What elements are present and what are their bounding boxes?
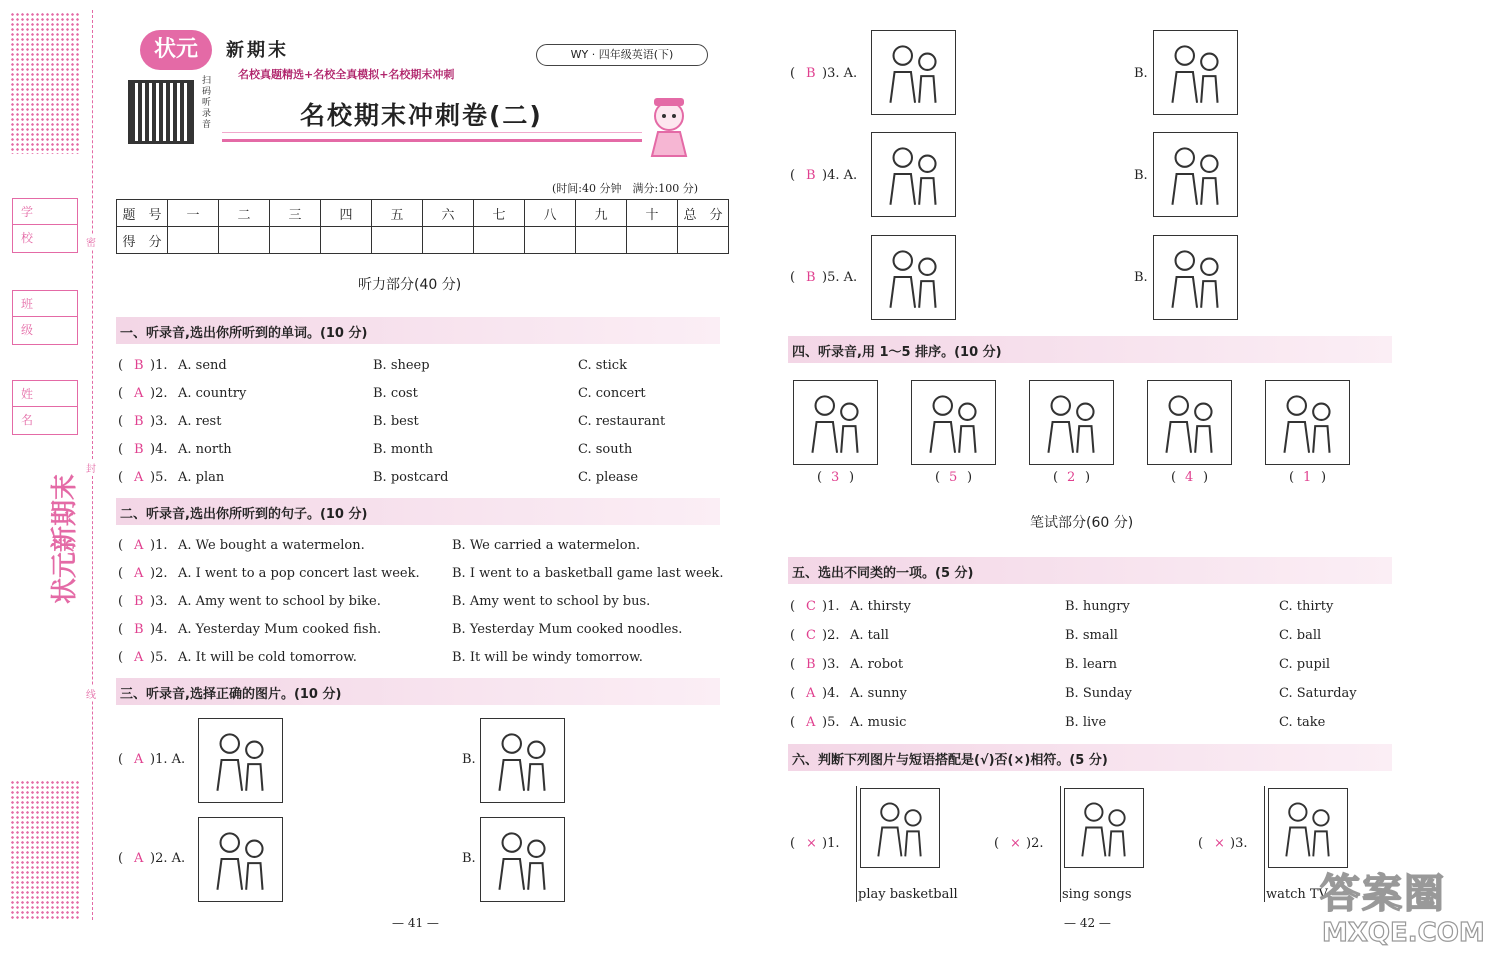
paren-close: ) [1321, 470, 1327, 485]
item-label: )2. A. [150, 851, 186, 866]
score-col: 七 [474, 200, 525, 227]
item-label: )5. A. [822, 270, 858, 285]
paren-open: ( [1289, 470, 1295, 485]
sequence-picture [1029, 380, 1114, 465]
watermark-logo: 答案圈 [1320, 871, 1446, 917]
option-b-label: B. [1134, 270, 1148, 285]
option-b: B. best [373, 414, 419, 429]
answer-mark: B [134, 622, 144, 637]
option-c: C. thirty [1279, 599, 1334, 614]
answer-mark: A [134, 752, 144, 767]
option-b: B. sheep [373, 358, 430, 373]
option-a-picture [871, 30, 956, 115]
item-label: )4. A. [822, 168, 858, 183]
phrase-caption: sing songs [1062, 887, 1132, 902]
option-a: A. Amy went to school by bike. [178, 594, 381, 609]
paren-open: ( [790, 66, 796, 81]
paren-open: ( [118, 594, 124, 609]
item-number: )2. [150, 386, 168, 401]
name-field[interactable] [12, 380, 78, 435]
bracket-line [1060, 786, 1061, 902]
option-c: C. take [1279, 715, 1326, 730]
score-col-label: 题 号 [117, 200, 168, 227]
listening-header: 听力部分(40 分) [358, 277, 462, 293]
paren-open: ( [118, 566, 124, 581]
option-a-picture [198, 718, 283, 803]
score-cell[interactable] [270, 227, 321, 254]
title-underline [222, 132, 642, 142]
series-title: 新期末 [226, 40, 289, 61]
sequence-picture [793, 380, 878, 465]
option-a: A. I went to a pop concert last week. [178, 566, 420, 581]
option-c: C. pupil [1279, 657, 1331, 672]
item-number: )4. [150, 442, 168, 457]
scan-note: 扫码听录音 [202, 76, 212, 130]
answer-mark: A [134, 386, 144, 401]
score-col: 五 [372, 200, 423, 227]
score-col: 一 [168, 200, 219, 227]
option-b-label: B. [462, 851, 476, 866]
paren-open: ( [935, 470, 941, 485]
section3-title: 三、听录音,选择正确的图片。(10 分) [116, 678, 720, 705]
score-table [116, 199, 729, 254]
paren-open: ( [118, 538, 124, 553]
item-number: )1. [822, 599, 840, 614]
phrase-caption: play basketball [858, 887, 958, 902]
answer-mark: C [806, 628, 816, 643]
paren-open: ( [118, 414, 124, 429]
item-number: )3. [150, 414, 168, 429]
answer-mark: × [806, 836, 817, 851]
bracket-line [1264, 786, 1265, 902]
score-col-total: 总 分 [678, 200, 729, 227]
sequence-picture [1147, 380, 1232, 465]
paren-open: ( [790, 168, 796, 183]
brand-badge: 状元 [140, 30, 212, 70]
score-cell[interactable] [372, 227, 423, 254]
paren-open: ( [994, 836, 1000, 851]
score-cell[interactable] [678, 227, 729, 254]
option-a: A. plan [178, 470, 225, 485]
option-c: C. ball [1279, 628, 1322, 643]
score-cell[interactable] [576, 227, 627, 254]
answer-mark: B [134, 414, 144, 429]
score-cell[interactable] [219, 227, 270, 254]
seal-mark-mid: 封 [86, 460, 96, 475]
option-b: B. It will be windy tomorrow. [452, 650, 643, 665]
item-number: )3. [150, 594, 168, 609]
answer-mark: B [806, 270, 816, 285]
score-cell[interactable] [525, 227, 576, 254]
order-answer: 1 [1303, 470, 1312, 485]
phrase-caption: watch TV [1266, 887, 1328, 902]
bracket-line [856, 786, 857, 902]
score-row-label: 得 分 [117, 227, 168, 254]
seal-mark-top: 密 [86, 234, 96, 249]
score-col: 六 [423, 200, 474, 227]
item-number: )2. [150, 566, 168, 581]
qr-code[interactable] [128, 80, 194, 144]
option-c: C. please [578, 470, 639, 485]
option-a: A. Yesterday Mum cooked fish. [178, 622, 382, 637]
answer-mark: A [806, 686, 816, 701]
section1-title: 一、听录音,选出你所听到的单词。(10 分) [116, 317, 720, 344]
option-a-picture [871, 235, 956, 320]
paren-open: ( [790, 599, 796, 614]
option-c: C. concert [578, 386, 646, 401]
score-cell[interactable] [474, 227, 525, 254]
sequence-picture [1265, 380, 1350, 465]
option-b: B. cost [373, 386, 418, 401]
answer-mark: B [806, 66, 816, 81]
paren-close: ) [1203, 470, 1209, 485]
item-number: )5. [150, 470, 168, 485]
answer-mark: A [134, 470, 144, 485]
option-a: A. It will be cold tomorrow. [178, 650, 357, 665]
match-picture [1268, 788, 1348, 868]
option-a: A. rest [178, 414, 222, 429]
item-number: )1. [822, 836, 840, 851]
order-answer: 4 [1185, 470, 1194, 485]
paren-open: ( [118, 622, 124, 637]
item-number: )4. [822, 686, 840, 701]
paren-close: ) [967, 470, 973, 485]
score-col: 十 [627, 200, 678, 227]
score-value-row [117, 227, 729, 254]
paren-open: ( [1053, 470, 1059, 485]
watermark-url: MXQE.COM [1322, 918, 1485, 948]
option-a-picture [198, 817, 283, 902]
option-b: B. I went to a basketball game last week. [452, 566, 724, 581]
section2-title: 二、听录音,选出你所听到的句子。(10 分) [116, 498, 720, 525]
match-picture [860, 788, 940, 868]
option-b-picture [1153, 235, 1238, 320]
answer-mark: × [1214, 836, 1225, 851]
item-number: )3. [822, 657, 840, 672]
answer-mark: A [134, 566, 144, 581]
score-cell[interactable] [627, 227, 678, 254]
option-a: A. thirsty [850, 599, 911, 614]
paren-open: ( [118, 752, 124, 767]
option-a: A. send [178, 358, 227, 373]
paren-open: ( [790, 270, 796, 285]
paren-open: ( [790, 657, 796, 672]
answer-mark: B [806, 657, 816, 672]
option-b: B. live [1065, 715, 1107, 730]
section4-title: 四、听录音,用 1～5 排序。(10 分) [788, 336, 1392, 363]
sequence-picture [911, 380, 996, 465]
option-b: B. Sunday [1065, 686, 1132, 701]
order-answer: 3 [831, 470, 840, 485]
item-label: )1. A. [150, 752, 186, 767]
score-col: 九 [576, 200, 627, 227]
score-header-row [117, 200, 729, 227]
paren-open: ( [1171, 470, 1177, 485]
option-b: B. hungry [1065, 599, 1130, 614]
match-picture [1064, 788, 1144, 868]
item-number: )2. [822, 628, 840, 643]
page-number-left: — 41 — [392, 916, 439, 930]
option-c: C. Saturday [1279, 686, 1357, 701]
vertical-brand: 状元新期末 [50, 473, 80, 604]
option-b-picture [480, 817, 565, 902]
option-a: A. robot [850, 657, 904, 672]
option-b-picture [1153, 30, 1238, 115]
paren-open: ( [790, 836, 796, 851]
option-b-label: B. [1134, 66, 1148, 81]
item-number: )5. [150, 650, 168, 665]
answer-mark: × [1010, 836, 1021, 851]
writing-header: 笔试部分(60 分) [1030, 515, 1134, 531]
score-col: 八 [525, 200, 576, 227]
answer-mark: B [806, 168, 816, 183]
exam-title: 名校期末冲刺卷(二) [300, 101, 543, 130]
option-b: B. postcard [373, 470, 449, 485]
seal-mark-bottom: 线 [86, 686, 96, 701]
option-a: A. music [850, 715, 907, 730]
paren-open: ( [118, 386, 124, 401]
margin-dots-top [10, 12, 80, 154]
order-answer: 5 [949, 470, 958, 485]
school-field[interactable] [12, 198, 78, 253]
mascot-icon [640, 94, 698, 158]
score-cell[interactable] [423, 227, 474, 254]
school-label: 学 校 [13, 199, 77, 225]
paren-open: ( [118, 442, 124, 457]
item-number: )5. [822, 715, 840, 730]
answer-mark: A [134, 851, 144, 866]
paren-open: ( [790, 686, 796, 701]
answer-mark: A [806, 715, 816, 730]
paren-open: ( [1198, 836, 1204, 851]
option-b-label: B. [1134, 168, 1148, 183]
option-b-picture [480, 718, 565, 803]
answer-mark: C [806, 599, 816, 614]
paren-open: ( [790, 715, 796, 730]
option-c: C. south [578, 442, 633, 457]
option-b: B. We carried a watermelon. [452, 538, 641, 553]
option-b: B. small [1065, 628, 1118, 643]
item-number: )2. [1026, 836, 1044, 851]
paren-close: ) [849, 470, 855, 485]
score-col: 三 [270, 200, 321, 227]
option-b-label: B. [462, 752, 476, 767]
margin-dots-bottom [10, 780, 80, 920]
class-field[interactable] [12, 290, 78, 345]
answer-mark: A [134, 650, 144, 665]
time-score: (时间:40 分钟 满分:100 分) [552, 182, 698, 195]
option-a-picture [871, 132, 956, 217]
answer-mark: A [134, 538, 144, 553]
option-a: A. country [178, 386, 247, 401]
page-number-right: — 42 — [1064, 916, 1111, 930]
score-cell[interactable] [321, 227, 372, 254]
section5-title: 五、选出不同类的一项。(5 分) [788, 557, 1392, 584]
option-b: B. learn [1065, 657, 1118, 672]
item-number: )1. [150, 358, 168, 373]
option-c: C. stick [578, 358, 627, 373]
option-b: B. month [373, 442, 433, 457]
item-number: )4. [150, 622, 168, 637]
score-cell[interactable] [168, 227, 219, 254]
item-label: )3. A. [822, 66, 858, 81]
paren-open: ( [118, 470, 124, 485]
item-number: )3. [1230, 836, 1248, 851]
section6-title: 六、判断下列图片与短语搭配是(√)否(×)相符。(5 分) [788, 744, 1392, 771]
paren-open: ( [817, 470, 823, 485]
option-b: B. Amy went to school by bus. [452, 594, 651, 609]
option-c: C. restaurant [578, 414, 666, 429]
tagline: 名校真题精选+名校全真模拟+名校期末冲刺 [238, 68, 455, 81]
answer-mark: B [134, 442, 144, 457]
option-b-picture [1153, 132, 1238, 217]
option-a: A. sunny [850, 686, 907, 701]
answer-mark: B [134, 594, 144, 609]
option-a: A. tall [850, 628, 889, 643]
item-number: )1. [150, 538, 168, 553]
option-b: B. Yesterday Mum cooked noodles. [452, 622, 683, 637]
name-label: 姓 名 [13, 381, 77, 407]
option-a: A. We bought a watermelon. [178, 538, 365, 553]
paren-close: ) [1085, 470, 1091, 485]
paren-open: ( [118, 358, 124, 373]
paren-open: ( [118, 851, 124, 866]
order-answer: 2 [1067, 470, 1076, 485]
score-col: 四 [321, 200, 372, 227]
paren-open: ( [790, 628, 796, 643]
paren-open: ( [118, 650, 124, 665]
answer-mark: B [134, 358, 144, 373]
grade-tag: WY · 四年级英语(下) [536, 44, 708, 66]
option-a: A. north [178, 442, 232, 457]
class-label: 班 级 [13, 291, 77, 317]
score-col: 二 [219, 200, 270, 227]
